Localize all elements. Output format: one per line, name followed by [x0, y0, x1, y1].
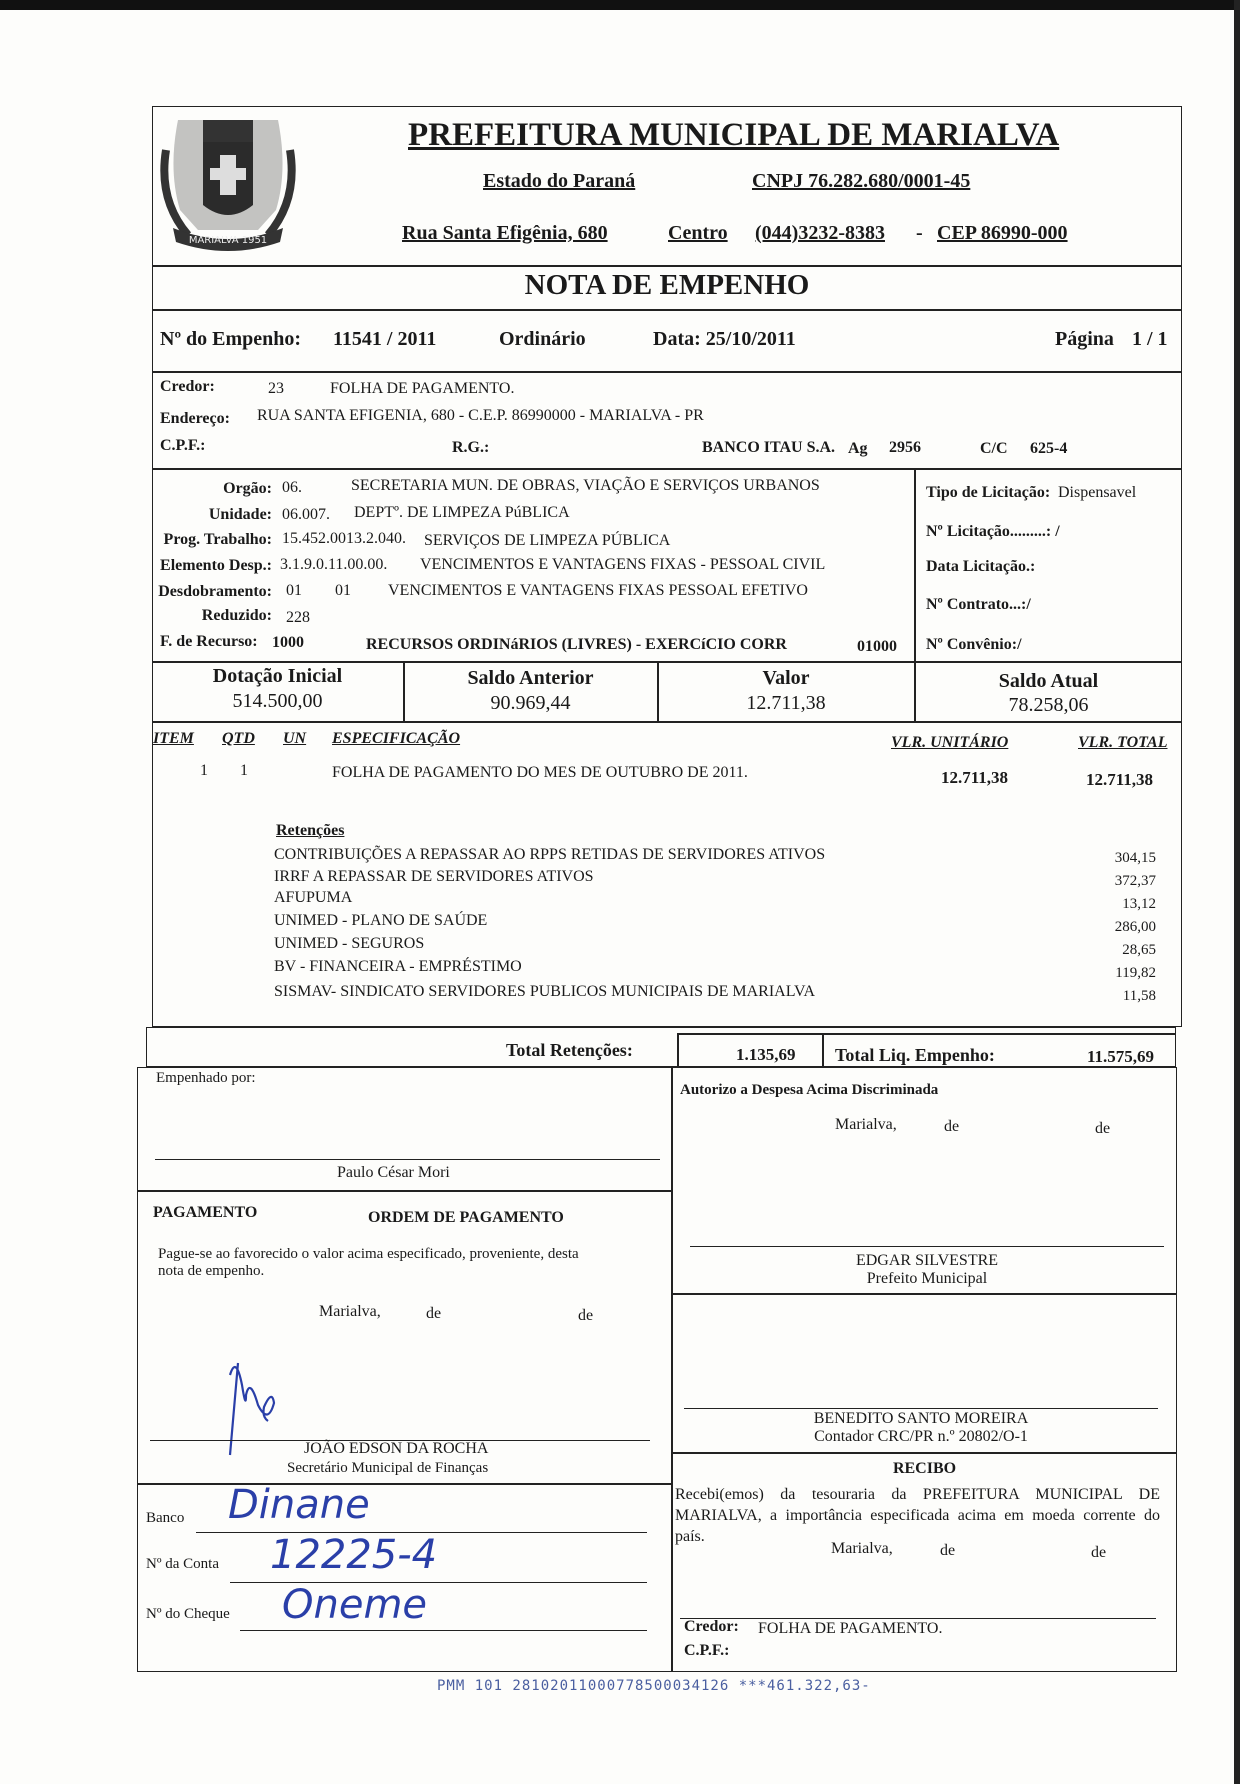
desd-name: VENCIMENTOS E VANTAGENS FIXAS PESSOAL EFETIVO — [388, 582, 808, 599]
total-liq-value: 11.575,69 — [1087, 1047, 1155, 1066]
header-cnpj: CNPJ 76.282.680/0001-45 — [752, 170, 971, 192]
prog-label: Prog. Trabalho: — [163, 531, 272, 548]
orgao-name: SECRETARIA MUN. DE OBRAS, VIAÇÃO E SERVIÇOS URBANOS — [351, 477, 820, 494]
contador-role: Contador CRC/PR n.º 20802/O-1 — [814, 1428, 1028, 1445]
empenho-label: Nº do Empenho: — [160, 328, 302, 350]
credor-code: 23 — [268, 380, 284, 397]
retencao-value: 13,12 — [1122, 896, 1156, 912]
item-vlr-unitario: 12.711,38 — [941, 768, 1009, 787]
desd-code-1: 01 — [286, 582, 302, 599]
fonte-code-2: 01000 — [857, 638, 897, 655]
total-liq-label: Total Liq. Empenho: — [835, 1045, 995, 1065]
recibo-line-3: país. — [675, 1528, 705, 1545]
num-contrato: Nº Contrato...:/ — [926, 596, 1031, 613]
recibo-city: Marialva, — [831, 1540, 893, 1557]
retencao-desc: UNIMED - PLANO DE SAÚDE — [274, 912, 488, 929]
classification-divider — [914, 469, 916, 662]
scan-edge-right — [1234, 0, 1240, 1784]
pagamento-city: Marialva, — [319, 1303, 381, 1320]
elem-code: 3.1.9.0.11.00.00. — [280, 556, 388, 573]
autorizo-city: Marialva, — [835, 1116, 897, 1133]
secretario-name: JOÃO EDSON DA ROCHA — [304, 1440, 489, 1457]
saldo-anterior-label: Saldo Anterior — [467, 667, 594, 689]
orgao-code: 06. — [282, 479, 302, 496]
cheque-label: Nº do Cheque — [146, 1606, 230, 1622]
recibo-credor-name: FOLHA DE PAGAMENTO. — [758, 1620, 943, 1637]
desd-label: Desdobramento: — [158, 583, 272, 600]
pagamento-bottom-line — [137, 1483, 672, 1485]
total-retencoes-label: Total Retenções: — [506, 1040, 633, 1060]
pagamento-text-1: Pague-se ao favorecido o valor acima especificado, proveniente, desta — [158, 1246, 579, 1262]
retencao-desc: SISMAV- SINDICATO SERVIDORES PUBLICOS MUNICIPAIS DE MARIALVA — [274, 983, 816, 1000]
header-cep: CEP 86990-000 — [937, 222, 1068, 244]
item-number: 1 — [200, 762, 208, 779]
col-vlr-total: VLR. TOTAL — [1078, 734, 1168, 751]
scan-edge-top — [0, 0, 1240, 10]
ag-value: 2956 — [889, 439, 921, 456]
header-title: PREFEITURA MUNICIPAL DE MARIALVA — [408, 117, 1060, 153]
recibo-title: RECIBO — [892, 1460, 957, 1477]
item-qtd: 1 — [240, 762, 248, 779]
retencao-value: 286,00 — [1114, 919, 1156, 935]
unidade-name: DEPTº. DE LIMPEZA PúBLICA — [354, 504, 570, 521]
totals-top-line — [677, 1033, 1176, 1035]
contador-bottom-line — [672, 1452, 1177, 1454]
cpf-label: C.P.F.: — [160, 437, 206, 454]
prefeito-bottom-line — [672, 1293, 1177, 1295]
num-licitacao: Nº Licitação.........: / — [926, 523, 1060, 540]
conta-label: Nº da Conta — [146, 1556, 219, 1572]
prefeito-sign-line — [690, 1246, 1164, 1247]
retencao-value: 119,82 — [1115, 965, 1156, 981]
retencoes-title: Retenções — [276, 822, 345, 839]
prefeito-name: EDGAR SILVESTRE — [855, 1252, 999, 1269]
recibo-de-2: de — [1091, 1544, 1107, 1561]
retencao-value: 28,65 — [1122, 942, 1156, 958]
header-district: Centro — [668, 222, 728, 244]
orgao-label: Orgão: — [223, 480, 272, 497]
bank-name: BANCO ITAU S.A. — [702, 439, 836, 456]
header-state: Estado do Paraná — [483, 170, 636, 192]
autorizo-de-2: de — [1095, 1120, 1111, 1137]
recibo-line-1: Recebi(emos) da tesouraria da PREFEITURA MUNICIPAL DE — [675, 1486, 1160, 1503]
tipo-licitacao-value: Dispensavel — [1058, 484, 1137, 501]
empenho-date: Data: 25/10/2011 — [653, 328, 796, 350]
banco-handwritten: Dinane — [228, 1482, 370, 1528]
pagamento-de-2: de — [578, 1307, 594, 1324]
elem-label: Elemento Desp.: — [160, 557, 272, 574]
coat-of-arms-logo — [158, 110, 298, 258]
credor-name: FOLHA DE PAGAMENTO. — [330, 380, 515, 397]
fonte-name: RECURSOS ORDINáRIOS (LIVRES) - EXERCíCIO CORR — [366, 636, 787, 653]
saldo-atual-label: Saldo Atual — [998, 670, 1099, 692]
retencao-value: 372,37 — [1114, 873, 1156, 889]
address-label: Endereço: — [160, 410, 230, 427]
saldo-atual-value: 78.258,06 — [1008, 694, 1089, 716]
contador-sign-line — [684, 1408, 1158, 1409]
header-sep: - — [916, 222, 923, 244]
ordem-pagamento-label: ORDEM DE PAGAMENTO — [368, 1209, 564, 1226]
pagamento-label: PAGAMENTO — [153, 1204, 258, 1221]
signatures-divider — [671, 1067, 673, 1672]
empenhado-sign-line — [155, 1159, 660, 1160]
dotacao-label: Dotação Inicial — [212, 665, 343, 687]
totals-divider-2 — [822, 1033, 824, 1067]
bank-stamp: PMM 101 28102011000778500034126 ***461.322,63- — [437, 1678, 871, 1694]
desd-code-2: 01 — [335, 582, 351, 599]
credor-address: RUA SANTA EFIGENIA, 680 - C.E.P. 86990000 - MARIALVA - PR — [257, 407, 704, 424]
retencao-desc: CONTRIBUIÇÕES A REPASSAR AO RPPS RETIDAS DE SERVIDORES ATIVOS — [274, 846, 826, 863]
rg-label: R.G.: — [452, 439, 490, 456]
cheque-handwritten: Oneme — [282, 1582, 428, 1628]
col-qtd: QTD — [222, 730, 255, 747]
retencao-desc: BV - FINANCEIRA - EMPRÉSTIMO — [274, 958, 522, 975]
pagamento-de-1: de — [426, 1305, 442, 1322]
empenho-number: 11541 / 2011 — [333, 328, 437, 350]
num-convenio: Nº Convênio:/ — [926, 636, 1022, 653]
totals-divider-1 — [677, 1033, 679, 1067]
col-un: UN — [283, 730, 307, 747]
credor-label: Credor: — [160, 378, 215, 395]
autorizo-de-1: de — [944, 1118, 960, 1135]
recibo-de-1: de — [940, 1542, 956, 1559]
total-retencoes-value: 1.135,69 — [736, 1045, 796, 1064]
unidade-label: Unidade: — [208, 506, 272, 523]
svg-text:MARIALVA 1951: MARIALVA 1951 — [188, 235, 268, 246]
recibo-sign-line — [680, 1618, 1156, 1619]
col-item: ITEM — [153, 730, 194, 747]
col-vlr-unitario: VLR. UNITÁRIO — [891, 734, 1009, 751]
fonte-code: 1000 — [272, 634, 304, 651]
col-especificacao: ESPECIFICAÇÃO — [332, 730, 461, 747]
retencao-value: 11,58 — [1122, 988, 1156, 1004]
reduzido-code: 228 — [286, 609, 310, 626]
recibo-cpf-label: C.P.F.: — [684, 1642, 730, 1659]
secretario-role: Secretário Municipal de Finanças — [287, 1460, 489, 1476]
retencao-desc: AFUPUMA — [274, 889, 353, 906]
cc-label: C/C — [980, 440, 1008, 457]
retencao-desc: IRRF A REPASSAR DE SERVIDORES ATIVOS — [274, 868, 594, 885]
dotacao-value: 514.500,00 — [232, 690, 323, 712]
recibo-line-2: MARIALVA, a importância especificada acima em moeda corrente do — [675, 1507, 1160, 1524]
prog-code: 15.452.0013.2.040. — [282, 530, 406, 547]
empenhado-bottom-line — [137, 1190, 672, 1192]
retencao-value: 304,15 — [1114, 850, 1156, 866]
retencao-desc: UNIMED - SEGUROS — [274, 935, 425, 952]
prog-name: SERVIÇOS DE LIMPEZA PÚBLICA — [424, 532, 671, 549]
saldo-anterior-value: 90.969,44 — [490, 692, 571, 714]
ag-label: Ag — [848, 440, 868, 457]
empenhado-name: Paulo César Mori — [337, 1164, 450, 1181]
item-especificacao: FOLHA DE PAGAMENTO DO MES DE OUTUBRO DE 2011. — [332, 764, 748, 781]
item-vlr-total: 12.711,38 — [1086, 770, 1154, 789]
unidade-code: 06.007. — [282, 506, 330, 523]
elem-name: VENCIMENTOS E VANTAGENS FIXAS - PESSOAL CIVIL — [420, 556, 826, 573]
data-licitacao: Data Licitação.: — [926, 558, 1036, 575]
autorizo-label: Autorizo a Despesa Acima Discriminada — [680, 1082, 939, 1098]
recibo-credor-label: Credor: — [684, 1618, 739, 1635]
cheque-line — [240, 1630, 647, 1631]
empenho-type: Ordinário — [499, 328, 586, 350]
page-value: 1 / 1 — [1132, 328, 1168, 350]
header-address: Rua Santa Efigênia, 680 — [402, 222, 608, 244]
page-label: Página — [1055, 328, 1114, 350]
valor-label: Valor — [762, 667, 810, 689]
empenhado-label: Empenhado por: — [156, 1070, 256, 1086]
header-phone: (044)3232-8383 — [755, 222, 885, 244]
conta-handwritten: 12225-4 — [270, 1532, 438, 1578]
doc-title: NOTA DE EMPENHO — [524, 269, 810, 301]
reduzido-label: Reduzido: — [201, 607, 272, 624]
banco-label: Banco — [146, 1510, 185, 1526]
cc-value: 625-4 — [1030, 440, 1068, 457]
valor-value: 12.711,38 — [746, 692, 826, 714]
prefeito-role: Prefeito Municipal — [866, 1270, 988, 1287]
secretario-signature — [210, 1355, 300, 1465]
pagamento-text-2: nota de empenho. — [158, 1263, 265, 1279]
fonte-label: F. de Recurso: — [160, 633, 258, 650]
tipo-licitacao-label: Tipo de Licitação: — [926, 484, 1051, 501]
contador-name: BENEDITO SANTO MOREIRA — [813, 1410, 1029, 1427]
